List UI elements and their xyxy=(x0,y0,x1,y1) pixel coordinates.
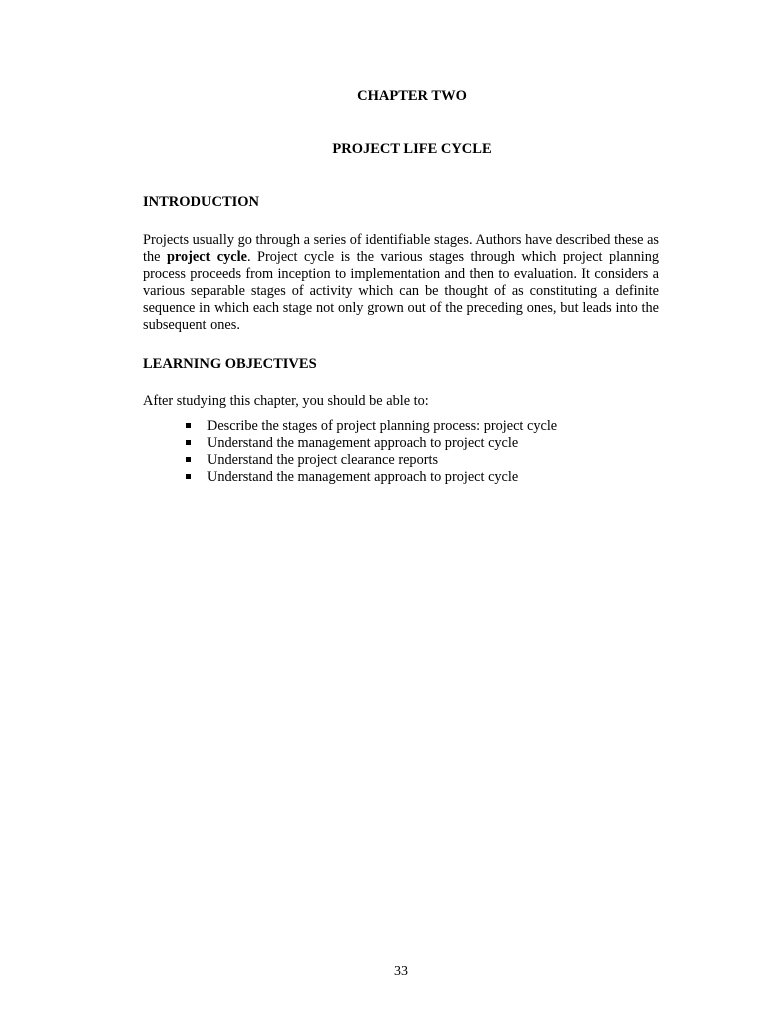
square-bullet-icon xyxy=(186,457,191,462)
objective-text: Understand the management approach to project cycle xyxy=(207,469,519,485)
chapter-number: CHAPTER TWO xyxy=(357,88,467,104)
objective-item xyxy=(186,469,557,486)
key-term-project-cycle: project cycle xyxy=(166,249,247,265)
objectives-list xyxy=(186,418,557,486)
objectives-lead-text: After studying this chapter, you should be able to: xyxy=(143,393,429,409)
chapter-title: PROJECT LIFE CYCLE xyxy=(332,141,492,157)
introduction-paragraph xyxy=(143,232,659,334)
page-number: 33 xyxy=(394,964,408,979)
objective-text: Understand the project clearance reports xyxy=(207,452,439,468)
square-bullet-icon xyxy=(186,423,191,428)
square-bullet-icon xyxy=(186,474,191,479)
square-bullet-icon xyxy=(186,440,191,445)
objective-text: Understand the management approach to project cycle xyxy=(207,435,519,451)
paragraph-text-end: . Project cycle is the various stages through which project planning process proceeds from inception to implementation and then to evaluation. It considers a various separable stages of activity which can be thought of as constituting a definite sequence in which each stage not only grown out of the preceding ones, but leads into the subsequent ones. xyxy=(143,249,660,333)
paragraph-text-start: Projects usually go through a series of identifiable stages. Authors have described these as the xyxy=(143,232,659,265)
learning-objectives-heading: LEARNING OBJECTIVES xyxy=(143,356,317,372)
objective-item xyxy=(186,452,557,469)
objective-item xyxy=(186,418,557,435)
objective-text: Describe the stages of project planning process: project cycle xyxy=(207,418,558,434)
introduction-heading: INTRODUCTION xyxy=(143,194,260,210)
objective-item xyxy=(186,435,557,452)
